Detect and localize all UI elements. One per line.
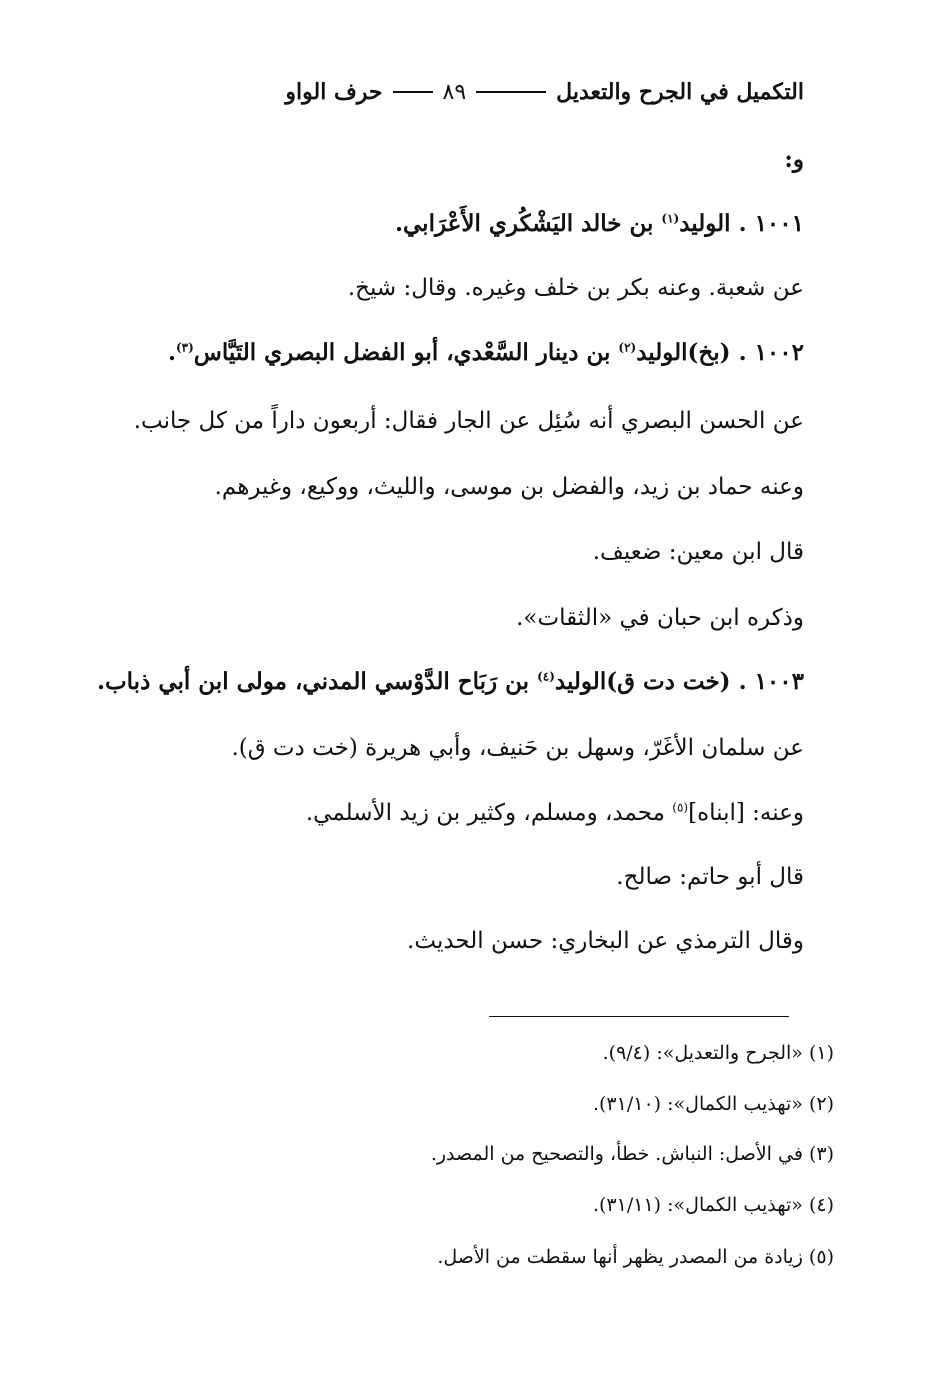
footnote-divider <box>489 1016 789 1017</box>
entry-body-line: وعنه حماد بن زيد، والفضل بن موسى، والليث، ووكيع، وغيرهم. <box>214 474 804 500</box>
page-number: ٨٩ <box>442 79 467 105</box>
entry-body-line <box>306 793 804 833</box>
entry-body-line: عن سلمان الأغَرّ، وسهل بن حَنيف، وأبي هريرة (خت دت ق). <box>231 735 804 761</box>
footnote-ref: (٤) <box>537 669 555 684</box>
book-title: التكميل في الجرح والتعديل <box>556 79 804 105</box>
footnote-ref: (٣) <box>175 340 194 355</box>
footnote-ref: (١) <box>661 211 680 226</box>
header-dash <box>476 91 546 93</box>
footnote: (٥) زيادة من المصدر يظهر أنها سقطت من الأصل. <box>437 1246 834 1268</box>
entry-heading <box>168 333 804 373</box>
entry-body-line: وقال الترمذي عن البخاري: حسن الحديث. <box>407 928 804 954</box>
entry-rest: بن رَبَاح الدَّوْسي المدني، مولى ابن أبي ذباب. <box>97 668 530 695</box>
entry-body-line: عن شعبة. وعنه بكر بن خلف وغيره. وقال: شيخ. <box>347 275 804 301</box>
entry-heading <box>395 204 804 244</box>
entry-end: . <box>167 339 176 366</box>
body-text: محمد، ومسلم، وكثير بن زيد الأسلمي. <box>305 800 673 826</box>
entry-number: ١٠٠٢ . <box>738 339 804 366</box>
footnote: (٢) «تهذيب الكمال»: (٣١/١٠). <box>592 1093 834 1115</box>
footnote: (٣) في الأصل: النباش. خطأ، والتصحيح من المصدر. <box>430 1143 834 1165</box>
entry-rest: بن خالد اليَشْكُري الأَعْرَابي. <box>395 210 654 237</box>
footnote: (٤) «تهذيب الكمال»: (٣١/١١). <box>592 1194 834 1216</box>
section-title: حرف الواو <box>285 79 383 105</box>
entry-number: ١٠٠٣ . <box>738 668 804 695</box>
entry-name: الوليد <box>554 668 607 695</box>
footnote: (١) «الجرح والتعديل»: (٩/٤). <box>602 1042 834 1064</box>
entry-name: الوليد <box>679 210 731 237</box>
entry-body-line: قال ابن معين: ضعيف. <box>592 539 804 565</box>
footnote-ref: (٢) <box>618 340 637 355</box>
section-letter: و: <box>784 146 804 173</box>
entry-codes: (بخ) <box>687 339 731 366</box>
entry-number: ١٠٠١ . <box>738 210 804 237</box>
entry-body-line: وذكره ابن حبان في «الثقات». <box>516 605 804 631</box>
header-dash <box>393 91 433 93</box>
entry-body-line: عن الحسن البصري أنه سُئِل عن الجار فقال: أربعون داراً من كل جانب. <box>133 408 804 434</box>
entry-heading <box>97 662 804 702</box>
footnote-ref: (٥) <box>672 800 689 815</box>
entry-rest: بن دينار السَّعْدي، أبو الفضل البصري التَيَّاس <box>193 339 611 366</box>
running-header <box>184 72 804 112</box>
entry-name: الوليد <box>636 339 688 366</box>
body-text: وعنه: [ابناه] <box>688 800 804 826</box>
entry-codes: (خت دت ق) <box>606 668 731 695</box>
entry-body-line: قال أبو حاتم: صالح. <box>616 864 804 890</box>
